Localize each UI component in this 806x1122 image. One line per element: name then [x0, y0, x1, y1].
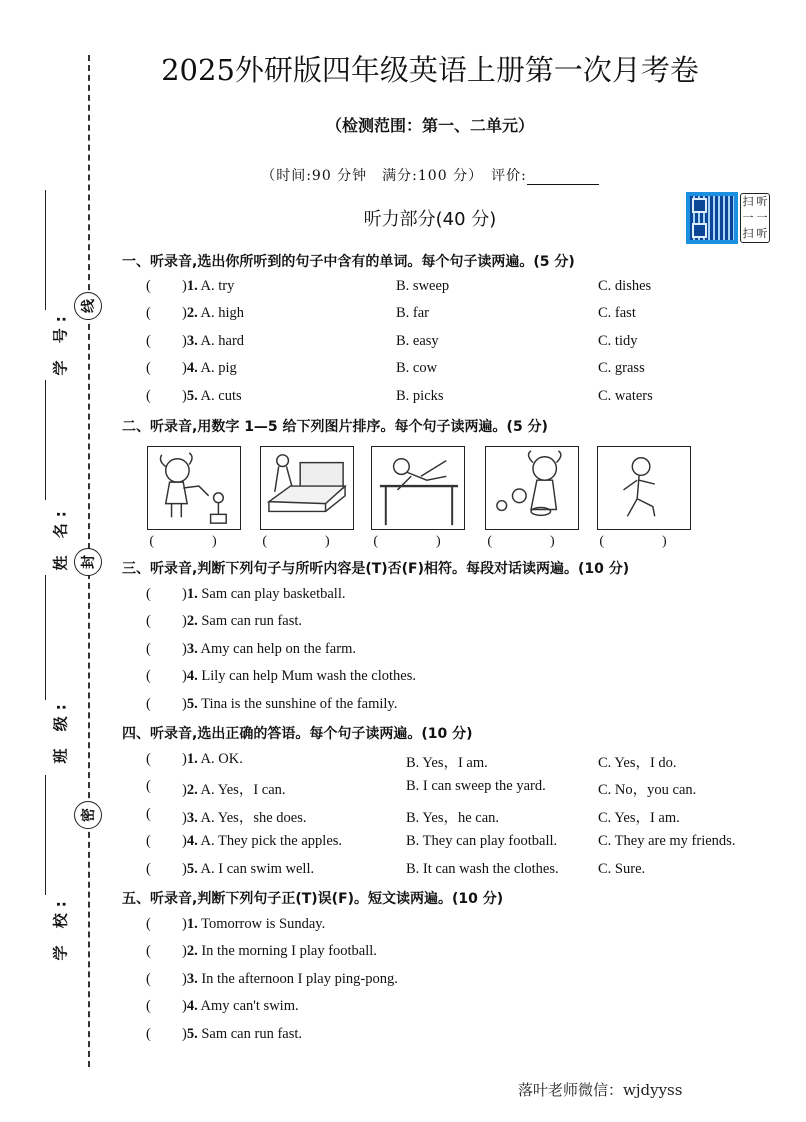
question-number: 4.	[186, 668, 198, 684]
answer-blank[interactable]: (	[146, 998, 151, 1014]
option-c: C. tidy	[598, 333, 638, 349]
paren-close: )	[182, 971, 187, 987]
picture-answer-5[interactable]: ( )	[599, 534, 689, 549]
question-number: 1.	[186, 751, 198, 767]
label-name: 姓 名:	[51, 505, 70, 571]
question-number: 1.	[186, 916, 198, 932]
question-number: 5.	[186, 1026, 198, 1042]
statement-text: Sam can play basketball.	[201, 586, 346, 602]
option-a: A. high	[200, 305, 245, 321]
section-5-heading: 五、听录音,判断下列句子正(T)误(F)。短文读两遍。(10 分)	[122, 891, 504, 907]
high-jump-image	[372, 447, 464, 529]
statement-text: Tomorrow is Sunday.	[201, 916, 326, 932]
qr-char: 听	[756, 227, 768, 240]
answer-blank[interactable]: (	[146, 751, 151, 767]
question-number: 2.	[186, 613, 198, 629]
evaluation-blank	[527, 171, 599, 185]
paren-close: )	[182, 613, 187, 629]
statement-text: In the afternoon I play ping-pong.	[201, 971, 398, 987]
question-number: 3.	[186, 333, 198, 349]
seal-feng: 封	[74, 548, 102, 576]
paren-close: )	[182, 388, 187, 404]
option-c: C. dishes	[598, 278, 652, 294]
option-b: B. It can wash the clothes.	[406, 861, 559, 877]
answer-blank[interactable]: (	[146, 943, 151, 959]
answer-blank[interactable]: (	[146, 833, 151, 849]
qr-char: 一	[742, 211, 754, 224]
footer-contact: 落叶老师微信：wjdyyss	[518, 1081, 683, 1099]
paren-close: )	[182, 360, 187, 376]
answer-blank[interactable]: (	[146, 613, 151, 629]
field-line-student-id	[45, 190, 46, 310]
exam-meta-text: （时间:90 分钟 满分:100 分） 评价:	[261, 168, 527, 184]
answer-blank[interactable]: (	[146, 1026, 151, 1042]
option-a: A. Yes，she does.	[200, 810, 307, 826]
option-b: B. far	[396, 305, 430, 321]
question-number: 5.	[186, 696, 198, 712]
answer-blank[interactable]: (	[146, 641, 151, 657]
answer-blank[interactable]: (	[146, 333, 151, 349]
section-1-heading: 一、听录音,选出你所听到的句子中含有的单词。每个句子读两遍。(5 分)	[122, 254, 575, 270]
question-number: 3.	[186, 810, 198, 826]
paren-close: )	[182, 998, 187, 1014]
section-2-heading: 二、听录音,用数字 1—5 给下列图片排序。每个句子读两遍。(5 分)	[122, 419, 548, 435]
page-title: 2025外研版四年级英语上册第一次月考卷	[161, 53, 699, 87]
answer-blank[interactable]: (	[146, 278, 151, 294]
option-a: A. pig	[200, 360, 237, 376]
question-number: 5.	[186, 861, 198, 877]
seal-mi: 密	[74, 801, 102, 829]
paren-close: )	[182, 782, 187, 798]
option-a: A. Yes，I can.	[200, 782, 286, 798]
paren-close: )	[182, 333, 187, 349]
question-number: 1.	[186, 278, 198, 294]
paren-close: )	[182, 641, 187, 657]
picture-answer-3[interactable]: ( )	[373, 534, 463, 549]
picture-feeding-chicks	[485, 446, 579, 530]
paren-close: )	[182, 810, 187, 826]
answer-blank[interactable]: (	[146, 806, 151, 822]
option-c: C. No，you can.	[598, 782, 697, 798]
making-bed-image	[261, 447, 353, 529]
option-c: C. waters	[598, 388, 653, 404]
label-school: 学 校:	[51, 895, 70, 961]
paren-close: )	[182, 916, 187, 932]
answer-blank[interactable]: (	[146, 388, 151, 404]
picture-answer-2[interactable]: ( )	[262, 534, 352, 549]
statement-text: Amy can't swim.	[200, 998, 299, 1014]
paren-close: )	[182, 943, 187, 959]
answer-blank[interactable]: (	[146, 360, 151, 376]
picture-girl-watering-flower	[147, 446, 241, 530]
answer-blank[interactable]: (	[146, 696, 151, 712]
question-number: 3.	[186, 641, 198, 657]
question-number: 4.	[186, 833, 198, 849]
statement-text: Sam can run fast.	[201, 613, 303, 629]
statement-text: In the morning I play football.	[201, 943, 377, 959]
answer-blank[interactable]: (	[146, 971, 151, 987]
answer-blank[interactable]: (	[146, 586, 151, 602]
question-number: 4.	[186, 360, 198, 376]
statement-text: Sam can run fast.	[201, 1026, 303, 1042]
option-c: C. Sure.	[598, 861, 646, 877]
paren-close: )	[182, 586, 187, 602]
answer-blank[interactable]: (	[146, 668, 151, 684]
field-line-class	[45, 575, 46, 700]
option-b: B. Yes，he can.	[406, 810, 500, 826]
option-b: B. They can play football.	[406, 833, 558, 849]
option-b: B. easy	[396, 333, 439, 349]
question-number: 2.	[186, 782, 198, 798]
exam-meta	[110, 165, 750, 185]
question-number: 5.	[186, 388, 198, 404]
question-number: 2.	[186, 305, 198, 321]
option-a: A. hard	[200, 333, 245, 349]
label-class: 班 级:	[51, 698, 70, 764]
listening-part-title: 听力部分(40 分)	[363, 209, 497, 230]
label-student-id: 学 号:	[51, 310, 70, 376]
paren-close: )	[182, 668, 187, 684]
option-c: C. Yes，I am.	[598, 810, 680, 826]
statement-text: Tina is the sunshine of the family.	[201, 696, 398, 712]
question-number: 1.	[186, 586, 198, 602]
paren-close: )	[182, 278, 187, 294]
paren-close: )	[182, 1026, 187, 1042]
option-b: B. sweep	[396, 278, 450, 294]
answer-blank[interactable]: (	[146, 305, 151, 321]
statement-text: Lily can help Mum wash the clothes.	[201, 668, 416, 684]
qr-char: 扫	[742, 227, 754, 240]
option-c: C. Yes，I do.	[598, 755, 677, 771]
option-a: A. cuts	[200, 388, 242, 404]
answer-blank[interactable]: (	[146, 778, 151, 794]
picture-high-jump	[371, 446, 465, 530]
field-line-name	[45, 380, 46, 500]
paren-close: )	[182, 861, 187, 877]
paren-close: )	[182, 305, 187, 321]
section-3-heading: 三、听录音,判断下列句子与所听内容是(T)否(F)相符。每段对话读两遍。(10 分)	[122, 561, 630, 577]
statement-text: Amy can help on the farm.	[200, 641, 356, 657]
question-number: 4.	[186, 998, 198, 1014]
qr-char: 听	[756, 195, 768, 208]
picture-answer-4[interactable]: ( )	[487, 534, 577, 549]
option-b: B. picks	[396, 388, 444, 404]
option-a: A. They pick the apples.	[200, 833, 343, 849]
field-line-school	[45, 775, 46, 895]
paren-close: )	[182, 696, 187, 712]
seal-xian: 线	[74, 292, 102, 320]
exam-scope: （检测范围：第一、二单元）	[325, 116, 534, 135]
picture-boy-running	[597, 446, 691, 530]
option-a: A. OK.	[200, 751, 243, 767]
qr-char: 扫	[742, 195, 754, 208]
picture-making-bed	[260, 446, 354, 530]
answer-blank[interactable]: (	[146, 916, 151, 932]
option-b: B. I can sweep the yard.	[406, 778, 546, 794]
answer-blank[interactable]: (	[146, 861, 151, 877]
option-c: C. fast	[598, 305, 636, 321]
qr-char: 一	[756, 211, 768, 224]
girl-watering-flower-image	[148, 447, 240, 529]
option-b: B. cow	[396, 360, 438, 376]
option-c: C. grass	[598, 360, 645, 376]
option-a: A. try	[200, 278, 235, 294]
question-number: 3.	[186, 971, 198, 987]
boy-running-image	[598, 447, 690, 529]
option-c: C. They are my friends.	[598, 833, 736, 849]
question-number: 2.	[186, 943, 198, 959]
option-a: A. I can swim well.	[200, 861, 315, 877]
feeding-chicks-image	[486, 447, 578, 529]
paren-close: )	[182, 833, 187, 849]
paren-close: )	[182, 751, 187, 767]
section-4-heading: 四、听录音,选出正确的答语。每个句子读两遍。(10 分)	[122, 726, 473, 742]
option-b: B. Yes，I am.	[406, 755, 488, 771]
picture-answer-1[interactable]: ( )	[149, 534, 239, 549]
